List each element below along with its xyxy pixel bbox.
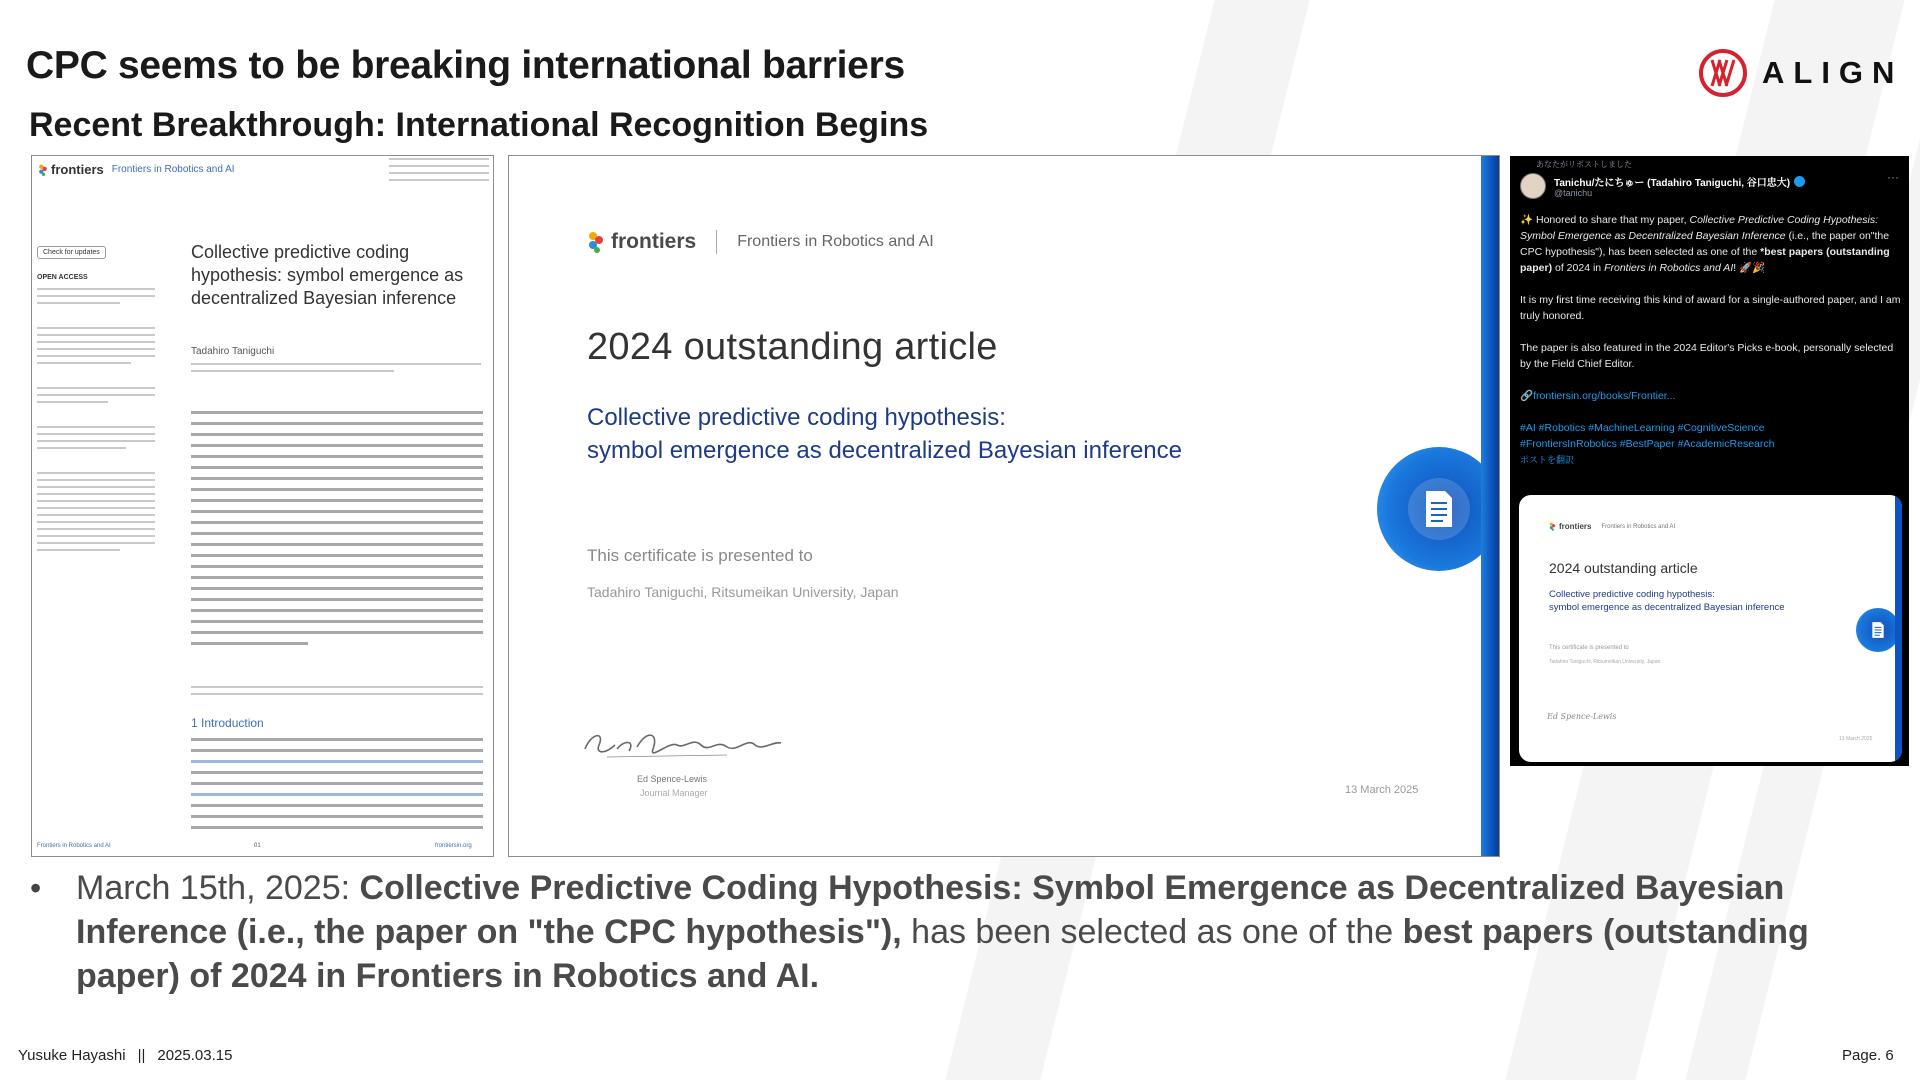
certificate-recipient: Tadahiro Taniguchi, Ritsumeikan University, Japan [587,584,899,600]
brand-name: ALIGN [1762,55,1904,90]
bullet-icon: • [30,870,42,906]
tweet-body [1520,212,1904,468]
paper-author: Tadahiro Taniguchi [191,346,275,357]
card-date: 13 March 2025 [1839,736,1873,742]
card-article-line-2: symbol emergence as decentralized Bayesian inference [1549,602,1785,613]
frontiers-logo-icon [587,231,605,253]
more-options-icon[interactable]: ··· [1887,170,1899,184]
paper-abstract [191,411,483,653]
card-article-title [1549,588,1849,614]
paper-footer-journal: Frontiers in Robotics and AI [37,843,111,849]
certificate-side-band [1481,156,1499,856]
paper-sidebar-text [37,288,155,556]
bullet-text: March 15th, 2025: Collective Predictive Coding Hypothesis: Symbol Emergence as Decentralized Bayesian Inference (i.e., the paper on "the CPC hypothesis"), has been selected as one of the best papers (outstanding paper) of 2024 in Frontiers in Robotics and AI. [76,869,1809,995]
align-logo-icon [1698,48,1748,98]
paper-meta-lines [389,158,489,186]
certificate-article-title [587,401,1347,467]
verified-badge-icon [1794,176,1805,187]
check-for-updates-badge: Check for updates [37,246,106,259]
signature-image [577,719,787,767]
frontiers-wordmark: frontiers [1559,522,1592,531]
repost-label: あなたがリポストしました [1536,160,1632,169]
hashtags-line-2[interactable]: #FrontiersInRobotics #BestPaper #AcademicResearch [1520,438,1775,450]
signer-role: Journal Manager [640,788,708,798]
card-signature: Ed Spence-Lewis [1547,712,1617,721]
tweet-image-card[interactable] [1519,495,1902,762]
tweet-hashtags[interactable] [1520,420,1904,452]
document-icon [1423,489,1455,529]
presenter-name: Yusuke Hayashi [18,1047,126,1064]
tweet-link[interactable]: 🔗frontiersin.org/books/Frontier... [1520,390,1676,402]
frontiers-wordmark: frontiers [611,230,697,253]
signer-name: Ed Spence-Lewis [637,774,708,784]
card-journal-header [1549,522,1675,531]
article-title-line-1: Collective predictive coding hypothesis: [587,404,1006,431]
card-presented-to: This certificate is presented to [1549,645,1629,651]
tweet-paragraph-3: The paper is also featured in the 2024 Editor's Picks e-book, personally selected by the Field Chief Editor. [1520,342,1894,370]
page-number: Page. 6 [1842,1047,1894,1064]
presentation-date: 2025.03.15 [157,1047,233,1064]
slide-subtitle: Recent Breakthrough: International Recognition Begins [29,106,929,144]
document-icon [1871,621,1885,639]
certificate-heading: 2024 outstanding article [587,326,998,368]
journal-name: Frontiers in Robotics and AI [1601,523,1676,530]
paper-keywords [191,686,483,700]
align-logo [1698,48,1903,98]
tweet-display-name [1554,174,1805,189]
certificate-journal-header [587,230,934,254]
paper-first-page-image [31,155,494,857]
paper-intro-heading: 1 Introduction [191,716,264,730]
card-seal [1856,608,1900,652]
journal-name: Frontiers in Robotics and AI [737,233,934,250]
certificate-date: 13 March 2025 [1345,784,1419,796]
tweet-screenshot [1510,156,1909,766]
tweet-paragraph-2: It is my first time receiving this kind of award for a single-authored paper, and I am truly honored. [1520,294,1901,322]
display-name-text: Tanichu/たにちゅー (Tadahiro Taniguchi, 谷口忠大) [1554,178,1791,189]
slide-footer [18,1047,232,1064]
card-article-line-1: Collective predictive coding hypothesis: [1549,589,1715,600]
open-access-label: OPEN ACCESS [37,274,88,281]
paper-journal-header [38,162,235,177]
paper-footer-page: 01 [254,843,261,849]
paper-affiliations [191,363,481,377]
paper-intro-text [191,738,483,837]
avatar [1520,173,1546,199]
presented-to-label: This certificate is presented to [587,546,813,565]
article-title-line-2: symbol emergence as decentralized Bayesian inference [587,437,1182,464]
hashtags-line-1[interactable]: #AI #Robotics #MachineLearning #CognitiveScience [1520,422,1765,434]
tweet-handle: @tanichu [1554,188,1593,198]
footer-separator: || [137,1047,146,1064]
journal-name: Frontiers in Robotics and AI [111,164,235,175]
paper-title: Collective predictive coding hypothesis: symbol emergence as decentralized Bayesian inference [191,242,464,308]
tweet-paragraph-1: ✨ Honored to share that my paper, Collective Predictive Coding Hypothesis: Symbol Emergence as Decentralized Bayesian Inference (i.e., the paper on"the CPC hypothesis"), has been selected as one of the *best papers (outstanding paper) of 2024 in Frontiers in Robotics and AI! 🚀🎉 [1520,214,1890,274]
paper-footer-site: frontiersin.org [435,843,472,849]
card-recipient: Tadahiro Taniguchi, Ritsumeikan University, Japan [1549,659,1661,665]
frontiers-logo-icon [38,164,48,176]
translate-post-link[interactable]: ポストを翻訳 [1520,455,1575,465]
header-divider [716,230,717,254]
card-side-band [1895,495,1902,762]
card-heading: 2024 outstanding article [1549,560,1698,576]
frontiers-wordmark: frontiers [51,162,104,177]
frontiers-logo-icon [1549,522,1556,531]
slide-title: CPC seems to be breaking international barriers [26,44,905,87]
certificate-image [508,155,1500,857]
